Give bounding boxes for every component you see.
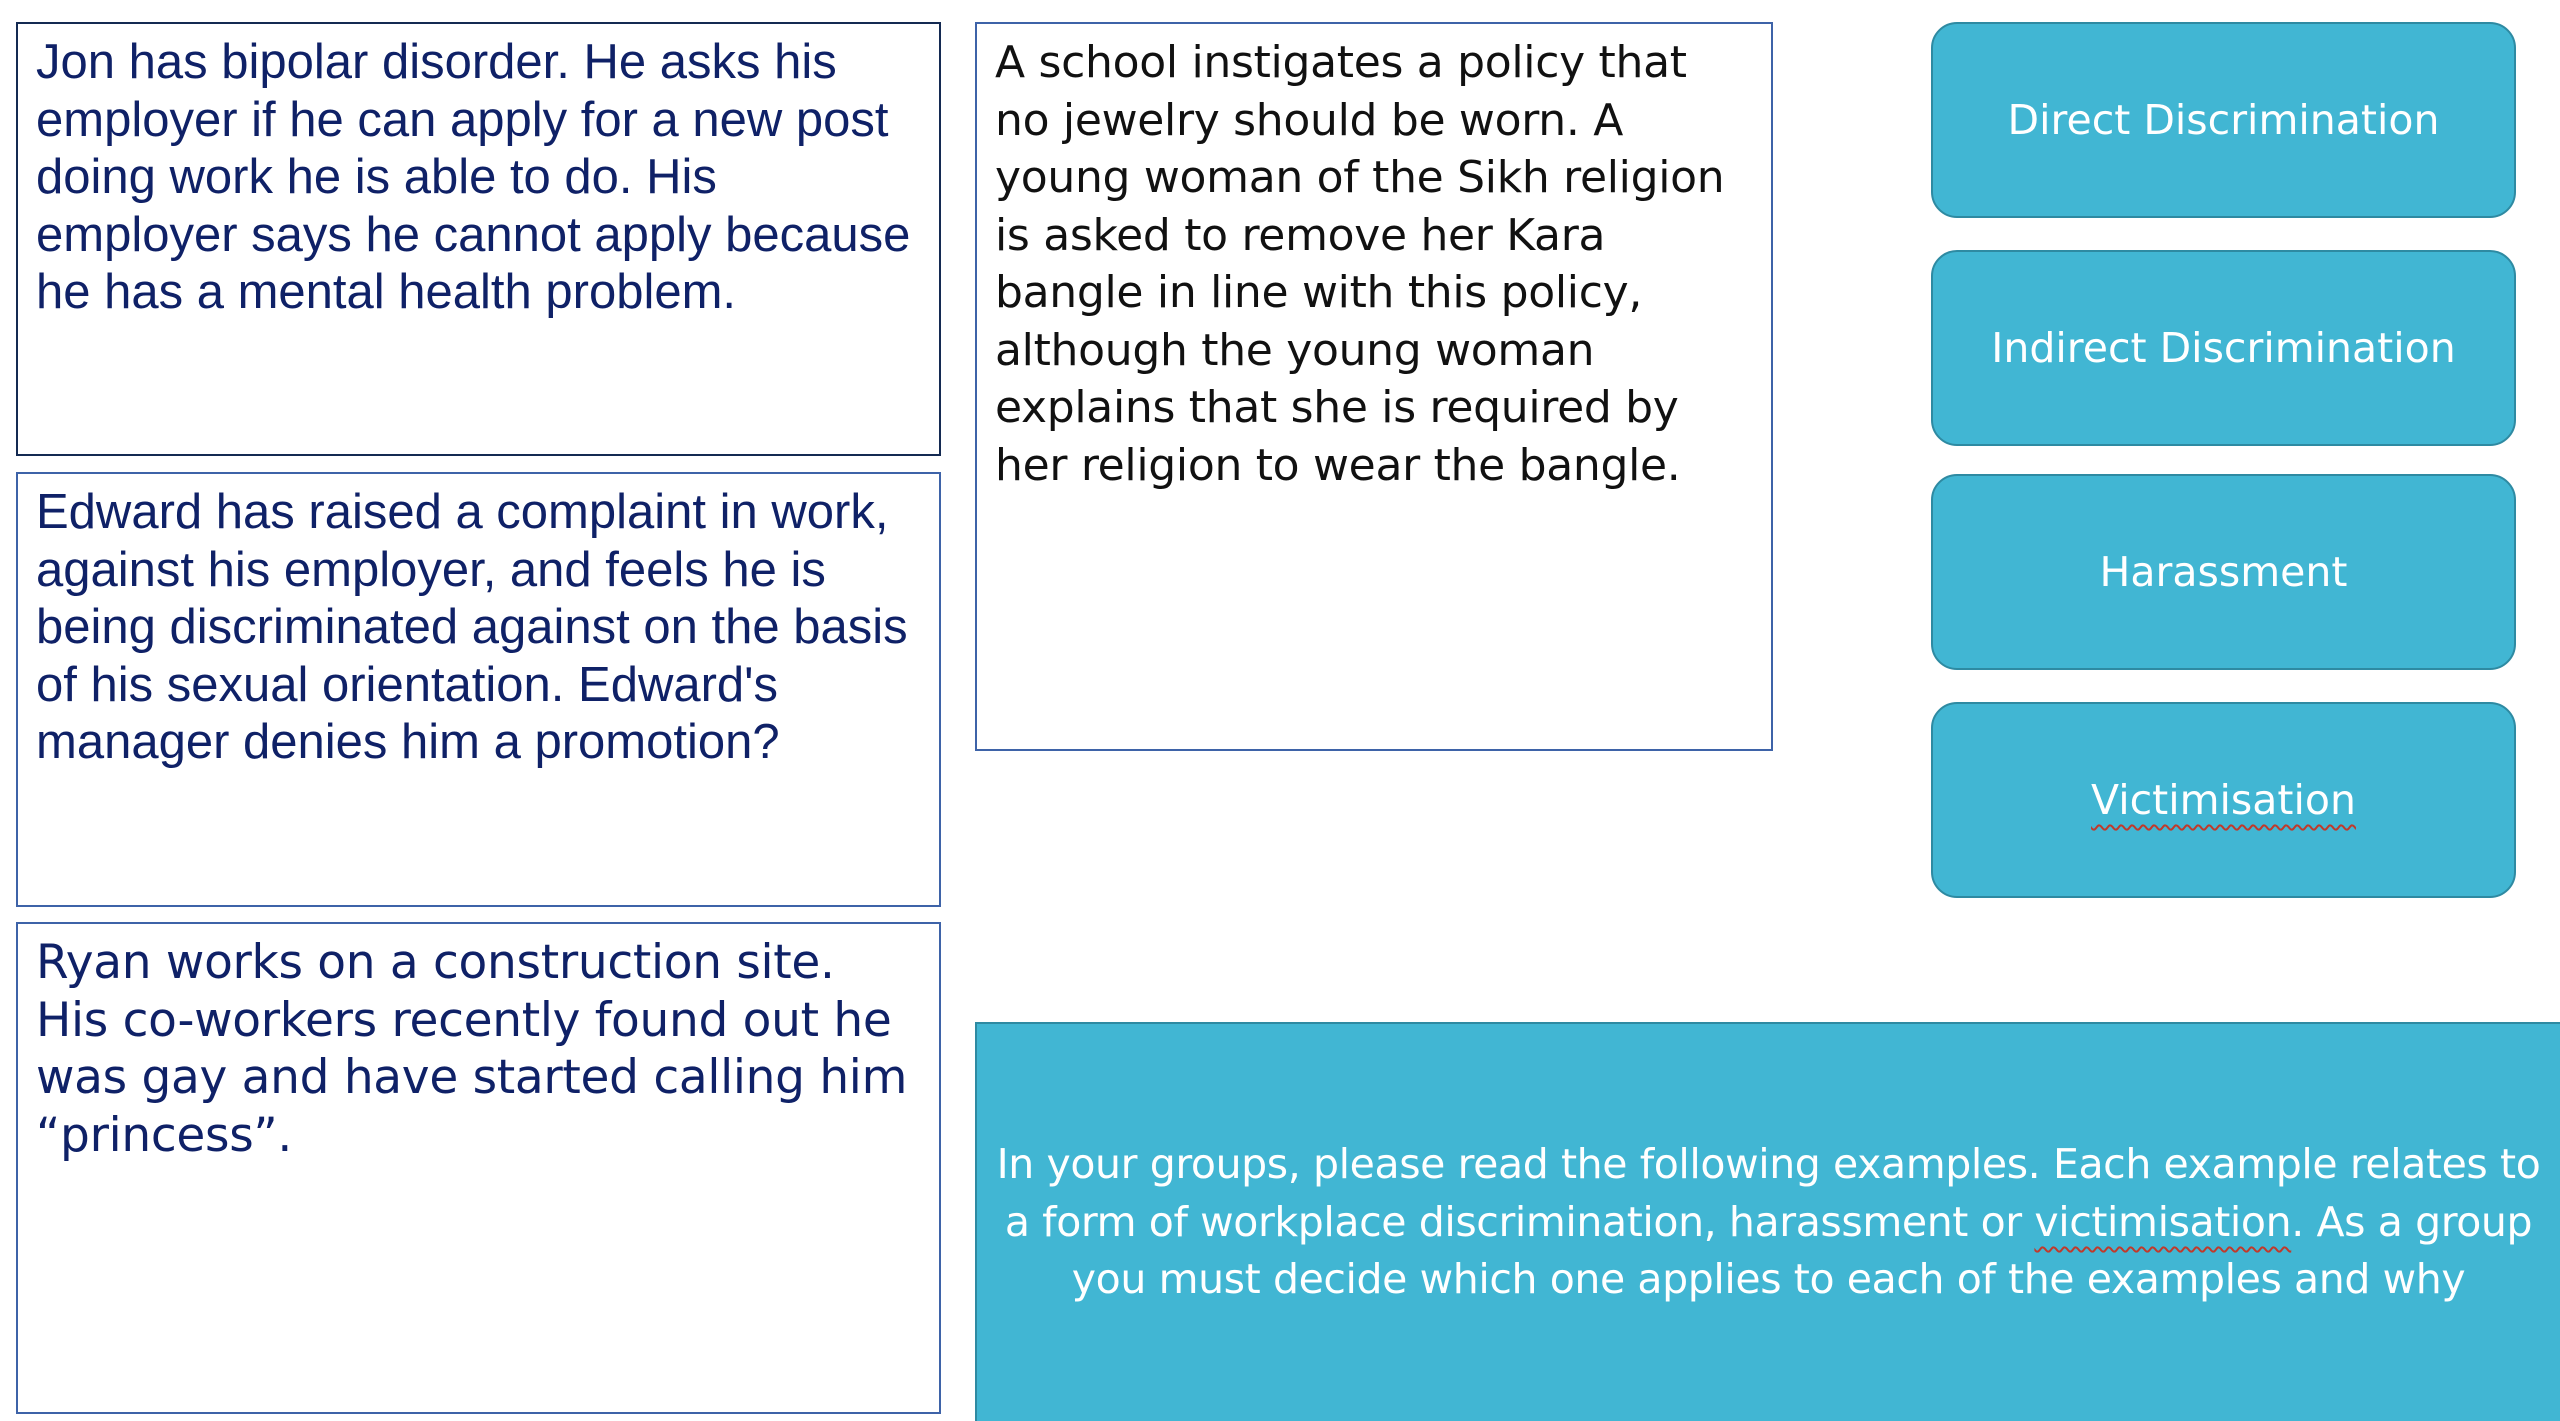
scenario-text-ryan: Ryan works on a construction site. His co-workers recently found out he was gay and have started calling him “princess”. [36, 935, 908, 1163]
instructions-text [987, 1136, 2550, 1309]
scenario-text-edward: Edward has raised a complaint in work, against his employer, and feels he is being discriminated against on the basis of his sexual orientation. Edward's manager denies him a promotion? [36, 485, 908, 769]
scenario-card-edward [16, 472, 941, 907]
instructions-panel [975, 1022, 2560, 1421]
category-direct-discrimination[interactable] [1931, 22, 2516, 218]
category-indirect-discrimination[interactable] [1931, 250, 2516, 446]
scenario-card-jon [16, 22, 941, 456]
category-label-victimisation: Victimisation [2091, 776, 2356, 824]
scenario-text-jon: Jon has bipolar disorder. He asks his employer if he can apply for a new post doing work he is able to do. His employer says he cannot apply because he has a mental health problem. [36, 35, 911, 319]
category-harassment[interactable] [1931, 474, 2516, 670]
instructions-part-2: . As a group you must decide which one applies to each of the examples and why [1071, 1197, 2533, 1304]
category-label-direct: Direct Discrimination [2007, 96, 2440, 144]
instructions-part-1: In your groups, please read the following examples. Each example relates to a form of workplace discrimination, harassment or [996, 1140, 2541, 1246]
category-label-harassment: Harassment [2099, 548, 2348, 596]
scenario-card-ryan [16, 922, 941, 1414]
category-label-indirect: Indirect Discrimination [1991, 324, 2456, 372]
scenario-text-school: A school instigates a policy that no jewelry should be worn. A young woman of the Sikh religion is asked to remove her Kara bangle in line with this policy, although the young woman explains that she is required by her religion to wear the bangle. [995, 37, 1725, 491]
scenario-card-school [975, 22, 1773, 751]
instructions-spelled-word: victimisation [2034, 1197, 2292, 1246]
category-victimisation[interactable] [1931, 702, 2516, 898]
